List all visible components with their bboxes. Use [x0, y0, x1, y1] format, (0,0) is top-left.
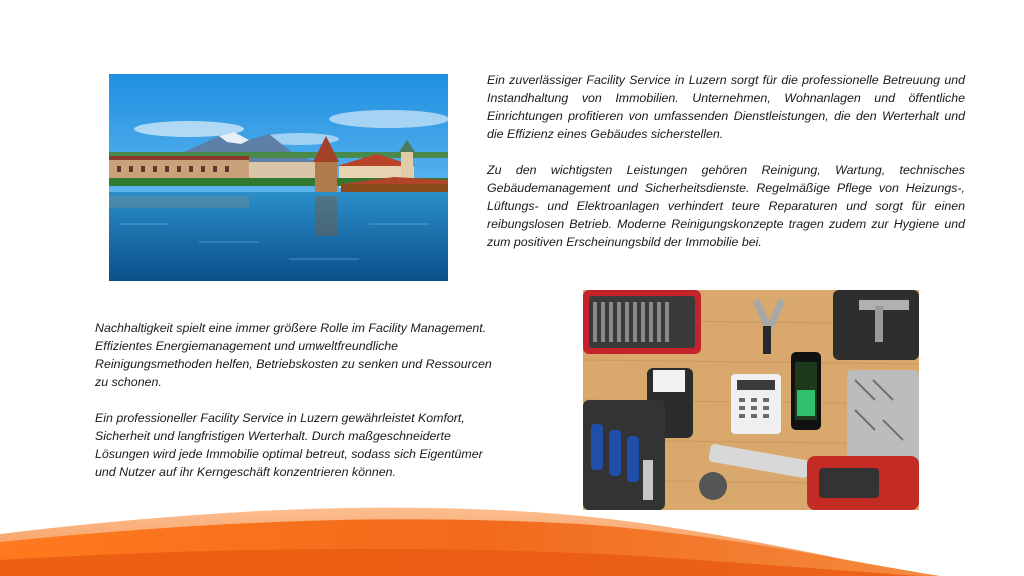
intro-text-block — [487, 71, 965, 251]
intro-paragraph: Ein zuverlässiger Facility Service in Luzern sorgt für die professionelle Betreuung und Instandhaltung von Immobilien. Unternehmen, Wohnanlagen und öffentliche Einrichtungen profitieren von umfassenden Dienstleistungen, die den Werterhalt und die Effizienz eines Gebäudes sicherstellen. — [487, 73, 965, 141]
conclusion-paragraph: Ein professioneller Facility Service in Luzern gewährleistet Komfort, Sicherheit und langfristigen Werterhalt. Durch maßgeschneiderte Lösungen wird jede Immobilie optimal betreut, sodass sich Eigentümer und Nutzer auf ihr Kerngeschäft konzentrieren können. — [95, 411, 483, 479]
tools-photo — [583, 290, 919, 510]
services-paragraph: Zu den wichtigsten Leistungen gehören Reinigung, Wartung, technisches Gebäudemanagement und Sicherheitsdienste. Regelmäßige Pflege von Heizungs-, Lüftungs- und Elektroanlagen verhindert teure Reparaturen und sorgt für einen reibungslosen Betrieb. Moderne Reinigungskonzepte tragen zudem zur Hygiene und zum positiven Erscheinungsbild der Immobilie bei. — [487, 163, 965, 249]
orange-wave-decoration — [0, 480, 1024, 576]
lucerne-photo — [109, 74, 448, 281]
sustainability-paragraph: Nachhaltigkeit spielt eine immer größere Rolle im Facility Management. Effizientes Energiemanagement und umweltfreundliche Reinigungsmethoden helfen, Betriebskosten zu senken und Ressourcen zu schonen. — [95, 321, 492, 389]
sustainability-text-block — [95, 319, 505, 481]
